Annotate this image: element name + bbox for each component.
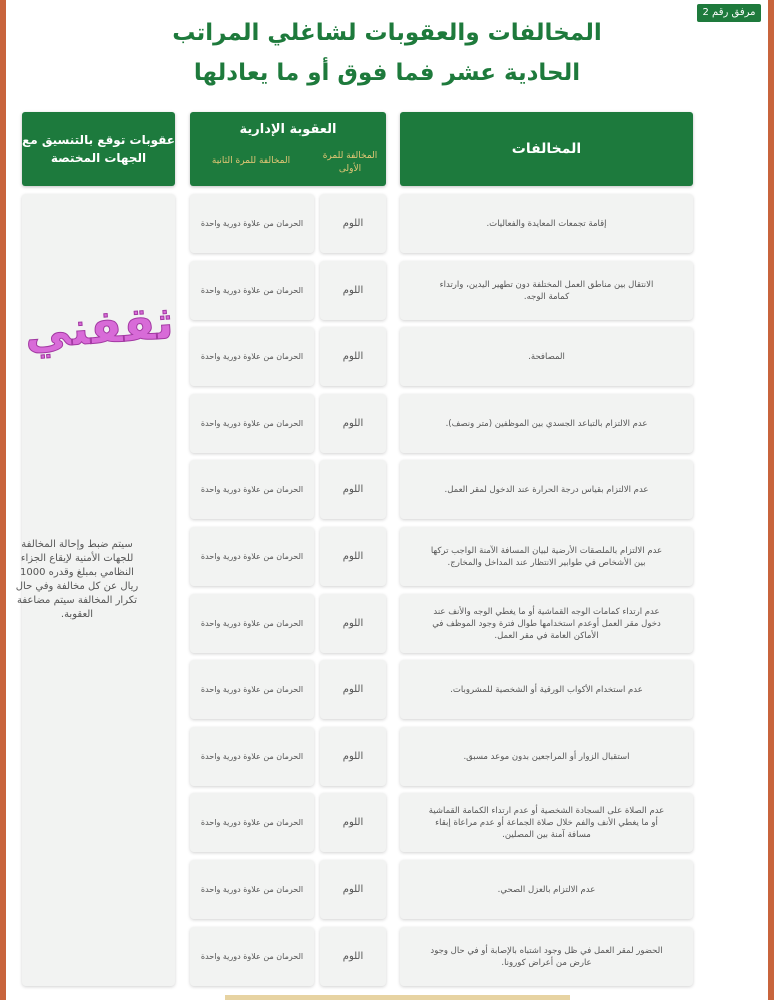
- header-violations: المخالفات: [400, 112, 693, 186]
- watermark: ثقفني: [22, 294, 176, 360]
- violation-cell: الانتقال بين مناطق العمل المختلفة دون تطهير اليدين، وارتداء كمامة الوجه.: [400, 261, 693, 320]
- first-offense-cell: اللوم: [320, 394, 386, 453]
- second-offense-cell: الحرمان من علاوة دورية واحدة: [190, 527, 314, 586]
- second-offense-cell: الحرمان من علاوة دورية واحدة: [190, 727, 314, 786]
- first-offense-cell: اللوم: [320, 927, 386, 986]
- first-offense-cell: اللوم: [320, 660, 386, 719]
- first-offense-cell: اللوم: [320, 194, 386, 253]
- second-offense-cell: الحرمان من علاوة دورية واحدة: [190, 460, 314, 519]
- header-coordinated-penalties: عقوبات توقع بالتنسيق مع الجهات المختصة: [22, 112, 175, 186]
- violation-cell: عدم استخدام الأكواب الورقية أو الشخصية للمشروبات.: [400, 660, 693, 719]
- second-offense-cell: الحرمان من علاوة دورية واحدة: [190, 327, 314, 386]
- first-offense-cell: اللوم: [320, 793, 386, 852]
- second-offense-cell: الحرمان من علاوة دورية واحدة: [190, 594, 314, 653]
- violation-cell: إقامة تجمعات المعايدة والفعاليات.: [400, 194, 693, 253]
- second-offense-cell: الحرمان من علاوة دورية واحدة: [190, 394, 314, 453]
- page-title: [60, 16, 714, 90]
- title-line-1: المخالفات والعقوبات لشاغلي المراتب: [172, 20, 602, 46]
- first-offense-cell: اللوم: [320, 527, 386, 586]
- second-offense-cell: الحرمان من علاوة دورية واحدة: [190, 793, 314, 852]
- violation-cell: عدم الالتزام بقياس درجة الحرارة عند الدخول لمقر العمل.: [400, 460, 693, 519]
- violation-cell: عدم الالتزام بالعزل الصحي.: [400, 860, 693, 919]
- first-offense-cell: اللوم: [320, 261, 386, 320]
- coordinated-penalty-text: سيتم ضبط وإحالة المخالفة للجهات الأمنية لإيقاع الجزاء النظامي بمبلغ وقدره 1000 ريال عن كل مخالفة وفي حال تكرار المخالفة سيتم مضاعفة العقوبة.: [15, 539, 139, 620]
- violation-cell: المصافحة.: [400, 327, 693, 386]
- violation-cell: عدم الالتزام بالتباعد الجسدي بين الموظفين (متر ونصف).: [400, 394, 693, 453]
- second-offense-cell: الحرمان من علاوة دورية واحدة: [190, 860, 314, 919]
- violation-cell: الحضور لمقر العمل في ظل وجود اشتباه بالإصابة أو في حال وجود عارض من أعراض كورونا.: [400, 927, 693, 986]
- header-admin-penalty: [190, 112, 386, 186]
- violation-cell: عدم ارتداء كمامات الوجه القماشية أو ما يغطي الوجه والأنف عند دخول مقر العمل أوعدم استخدامها طوال فترة وجود الموظف في الأماكن العامة في مقر العمل.: [400, 594, 693, 653]
- first-offense-cell: اللوم: [320, 460, 386, 519]
- second-offense-cell: الحرمان من علاوة دورية واحدة: [190, 660, 314, 719]
- violation-cell: عدم الصلاة على السجادة الشخصية أو عدم ارتداء الكمامة القماشية أو ما يغطي الأنف والفم خلال صلاة الجماعة أو عدم مراعاة إبقاء مسافة آمنة بين المصلين.: [400, 793, 693, 852]
- violation-cell: عدم الالتزام بالملصقات الأرضية لبيان المسافة الآمنة الواجب تركها بين الأشخاص في طوابير الانتظار عند المداخل والمخارج.: [400, 527, 693, 586]
- first-offense-cell: اللوم: [320, 594, 386, 653]
- title-line-2: الحادية عشر فما فوق أو ما يعادلها: [193, 60, 581, 86]
- second-offense-cell: الحرمان من علاوة دورية واحدة: [190, 194, 314, 253]
- header-first-offense: المخالفة للمرة الأولى: [322, 151, 378, 174]
- second-offense-cell: الحرمان من علاوة دورية واحدة: [190, 927, 314, 986]
- second-offense-cell: الحرمان من علاوة دورية واحدة: [190, 261, 314, 320]
- attachment-badge: مرفق رقم 2: [697, 4, 761, 22]
- first-offense-cell: اللوم: [320, 727, 386, 786]
- header-admin-penalty-title: العقوبة الإدارية: [239, 122, 337, 137]
- bottom-strip: [225, 995, 570, 1000]
- first-offense-cell: اللوم: [320, 327, 386, 386]
- first-offense-cell: اللوم: [320, 860, 386, 919]
- header-second-offense: المخالفة للمرة الثانية: [211, 156, 291, 166]
- violation-cell: استقبال الزوار أو المراجعين بدون موعد مسبق.: [400, 727, 693, 786]
